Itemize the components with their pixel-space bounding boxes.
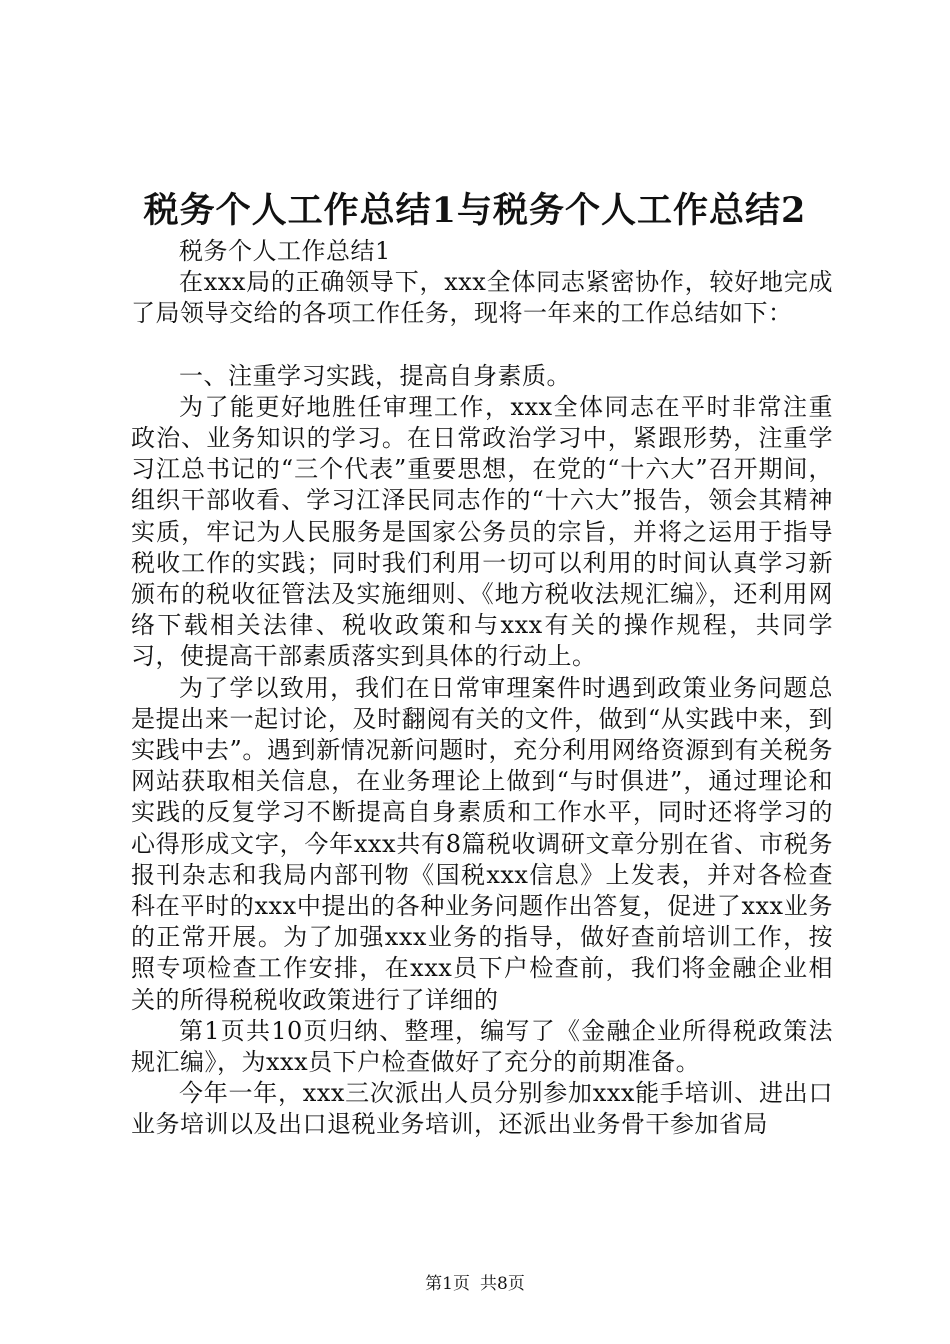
page-total: 共8页 [480, 1274, 525, 1294]
body-paragraph: 为了学以致用，我们在日常审理案件时遇到政策业务问题总是提出来一起讨论，及时翻阅有关的文件，做到“从实践中来，到实践中去”。遇到新情况新问题时，充分利用网络资源到有关税务网站获取相关信息，在业务理论上做到“与时俱进”，通过理论和实践的反复学习不断提高自身素质和工作水平，同时还将学习的心得形成文字，今年xxx共有8篇税收调研文章分别在省、市税务报刊杂志和我局内部刊物《国税xxx信息》上发表，并对各检查科在平时的xxx中提出的各种业务问题作出答复，促进了xxx业务的正常开展。为了加强xxx业务的指导，做好查前培训工作，按照专项检查工作安排，在xxx员下户检查前，我们将金融企业相关的所得税税收政策进行了详细的 [131, 673, 833, 1014]
document-body [131, 236, 833, 1141]
page-footer [0, 1272, 950, 1296]
body-paragraph: 为了能更好地胜任审理工作，xxx全体同志在平时非常注重政治、业务知识的学习。在日常政治学习中，紧跟形势，注重学习江总书记的“三个代表”重要思想，在党的“十六大”召开期间，组织干部收看、学习江泽民同志作的“十六大”报告，领会其精神实质，牢记为人民服务是国家公务员的宗旨，并将之运用于指导税收工作的实践；同时我们利用一切可以利用的时间认真学习新颁布的税收征管法及实施细则、《地方税收法规汇编》，还利用网络下载相关法律、税收政策和与xxx有关的操作规程，共同学习，使提高干部素质落实到具体的行动上。 [131, 392, 833, 671]
intro-paragraph: 在xxx局的正确领导下，xxx全体同志紧密协作，较好地完成了局领导交给的各项工作任务，现将一年来的工作总结如下： [131, 268, 833, 328]
section-heading: 一、注重学习实践，提高自身素质。 [179, 361, 571, 390]
document-title: 税务个人工作总结1与税务个人工作总结2 [143, 190, 807, 231]
section-subtitle: 税务个人工作总结1 [179, 237, 391, 265]
page-number: 第1页 [425, 1274, 470, 1294]
body-paragraph: 第1页共10页归纳、整理，编写了《金融企业所得税政策法规汇编》，为xxx员下户检查做好了充分的前期准备。 [131, 1016, 833, 1077]
body-paragraph: 今年一年，xxx三次派出人员分别参加xxx能手培训、进出口业务培训以及出口退税业务培训，还派出业务骨干参加省局 [131, 1079, 833, 1139]
